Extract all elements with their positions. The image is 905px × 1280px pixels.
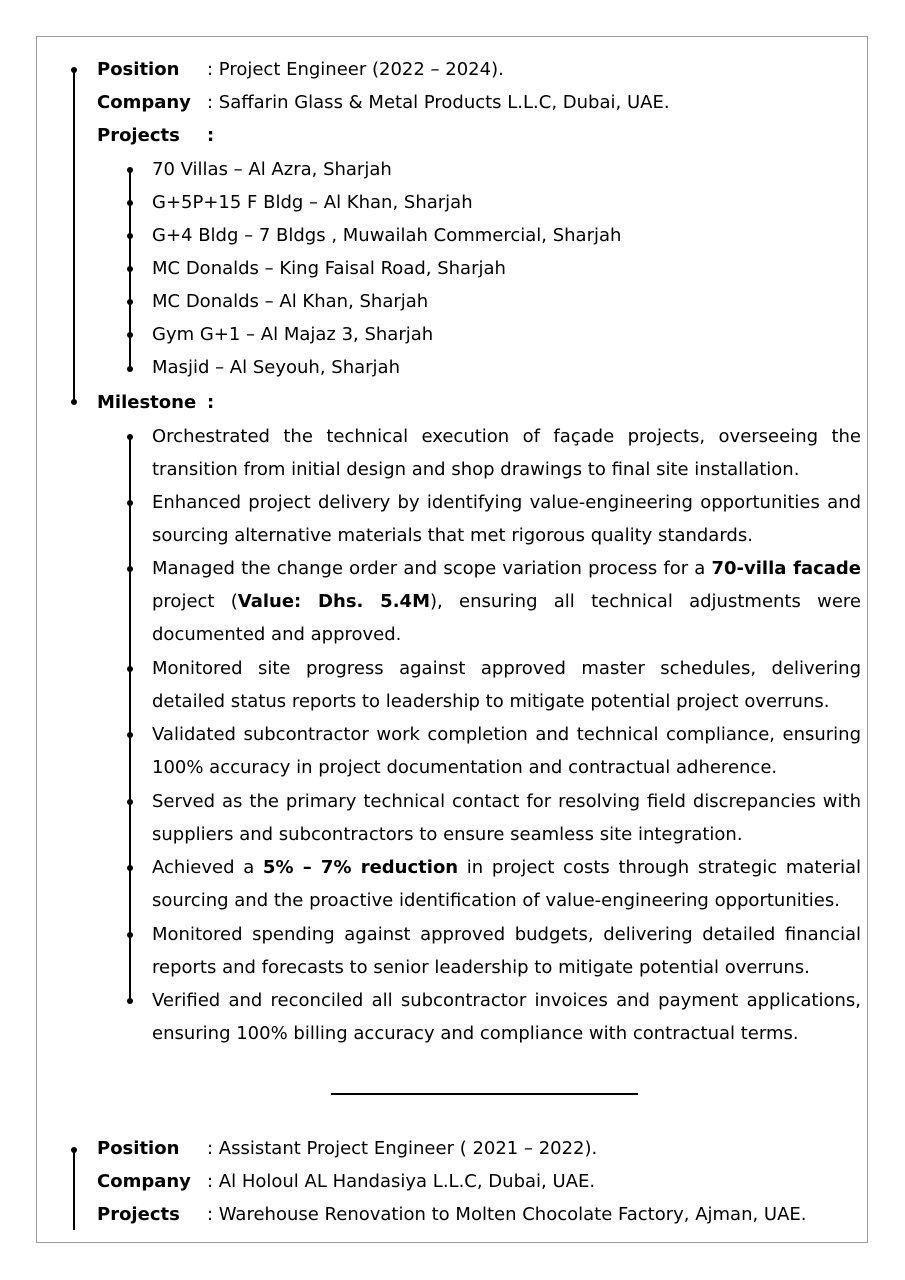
project-item: 70 Villas – Al Azra, Sharjah bbox=[152, 159, 392, 180]
company-value: : Saffarin Glass & Metal Products L.L.C, Dubai, UAE. bbox=[207, 92, 670, 113]
company-label: Company bbox=[97, 1171, 191, 1192]
company-label: Company bbox=[97, 92, 191, 113]
milestone-bullet bbox=[127, 799, 133, 805]
milestone-bullet bbox=[127, 932, 133, 938]
section-separator bbox=[331, 1093, 638, 1095]
project-bullet bbox=[127, 366, 133, 372]
project-bullet bbox=[127, 266, 133, 272]
milestone-bullet bbox=[127, 434, 133, 440]
project-bullet bbox=[127, 167, 133, 173]
project-bullet bbox=[127, 332, 133, 338]
project-item: Masjid – Al Seyouh, Sharjah bbox=[152, 357, 400, 378]
milestone-item: Enhanced project delivery by identifying value-engineering opportunities and sourcing alternative materials that met rigorous quality standards. bbox=[152, 492, 861, 546]
timeline-dot bbox=[71, 1147, 77, 1153]
milestone-bullet bbox=[127, 998, 133, 1004]
timeline-dot bbox=[71, 67, 77, 73]
timeline-line bbox=[73, 70, 75, 403]
position-value: : Assistant Project Engineer ( 2021 – 2022). bbox=[207, 1138, 598, 1159]
milestone-label: Milestone bbox=[97, 392, 197, 413]
milestone-highlight: Value: Dhs. 5.4M bbox=[237, 591, 430, 612]
milestone-bullet bbox=[127, 500, 133, 506]
timeline-line bbox=[73, 1150, 75, 1230]
position-label: Position bbox=[97, 1138, 180, 1159]
projects-label: Projects bbox=[97, 1204, 180, 1225]
timeline-dot bbox=[71, 399, 77, 405]
milestone-bullet bbox=[127, 732, 133, 738]
project-item: MC Donalds – Al Khan, Sharjah bbox=[152, 291, 429, 312]
projects-label: Projects bbox=[97, 125, 180, 146]
projects-colon: : bbox=[207, 125, 215, 146]
company-value: : Al Holoul AL Handasiya L.L.C, Dubai, UAE. bbox=[207, 1171, 596, 1192]
milestone-highlight: 70-villa facade bbox=[711, 558, 861, 579]
milestone-item: Orchestrated the technical execution of façade projects, overseeing the transition from initial design and shop drawings to final site installation. bbox=[152, 426, 861, 480]
milestone-item bbox=[152, 851, 861, 917]
milestone-bullet bbox=[127, 666, 133, 672]
project-bullet bbox=[127, 299, 133, 305]
project-bullet bbox=[127, 200, 133, 206]
position-value: : Project Engineer (2022 – 2024). bbox=[207, 59, 504, 80]
milestone-highlight: 5% – 7% reduction bbox=[262, 857, 459, 878]
milestone-text: project ( bbox=[152, 591, 238, 612]
milestone-item: Validated subcontractor work completion and technical compliance, ensuring 100% accuracy in project documentation and contractual adherence. bbox=[152, 724, 861, 778]
milestone-text: ), ensuring all technical adjustments were documented and approved. bbox=[152, 591, 861, 645]
milestone-text: in project costs through strategic material sourcing and the proactive identification of value-engineering opportunities. bbox=[152, 857, 861, 911]
project-item: MC Donalds – King Faisal Road, Sharjah bbox=[152, 258, 506, 279]
milestone-item bbox=[152, 552, 861, 651]
milestone-item: Verified and reconciled all subcontractor invoices and payment applications, ensuring 100% billing accuracy and compliance with contractual terms. bbox=[152, 990, 861, 1044]
project-item: Gym G+1 – Al Majaz 3, Sharjah bbox=[152, 324, 434, 345]
milestone-item: Monitored spending against approved budgets, delivering detailed financial reports and forecasts to senior leadership to mitigate potential overruns. bbox=[152, 924, 861, 978]
project-item: G+4 Bldg – 7 Bldgs , Muwailah Commercial, Sharjah bbox=[152, 225, 622, 246]
milestone-colon: : bbox=[207, 392, 215, 413]
position-label: Position bbox=[97, 59, 180, 80]
project-bullet bbox=[127, 233, 133, 239]
milestone-item: Served as the primary technical contact for resolving field discrepancies with suppliers and subcontractors to ensure seamless site integration. bbox=[152, 791, 861, 845]
milestone-text: Achieved a bbox=[152, 857, 263, 878]
milestone-bullet bbox=[127, 865, 133, 871]
projects-value: : Warehouse Renovation to Molten Chocolate Factory, Ajman, UAE. bbox=[207, 1204, 807, 1225]
project-item: G+5P+15 F Bldg – Al Khan, Sharjah bbox=[152, 192, 473, 213]
milestone-text: Managed the change order and scope variation process for a bbox=[152, 558, 712, 579]
milestone-item: Monitored site progress against approved master schedules, delivering detailed status reports to leadership to mitigate potential project overruns. bbox=[152, 658, 861, 712]
milestones-line bbox=[129, 437, 131, 1002]
milestone-bullet bbox=[127, 566, 133, 572]
